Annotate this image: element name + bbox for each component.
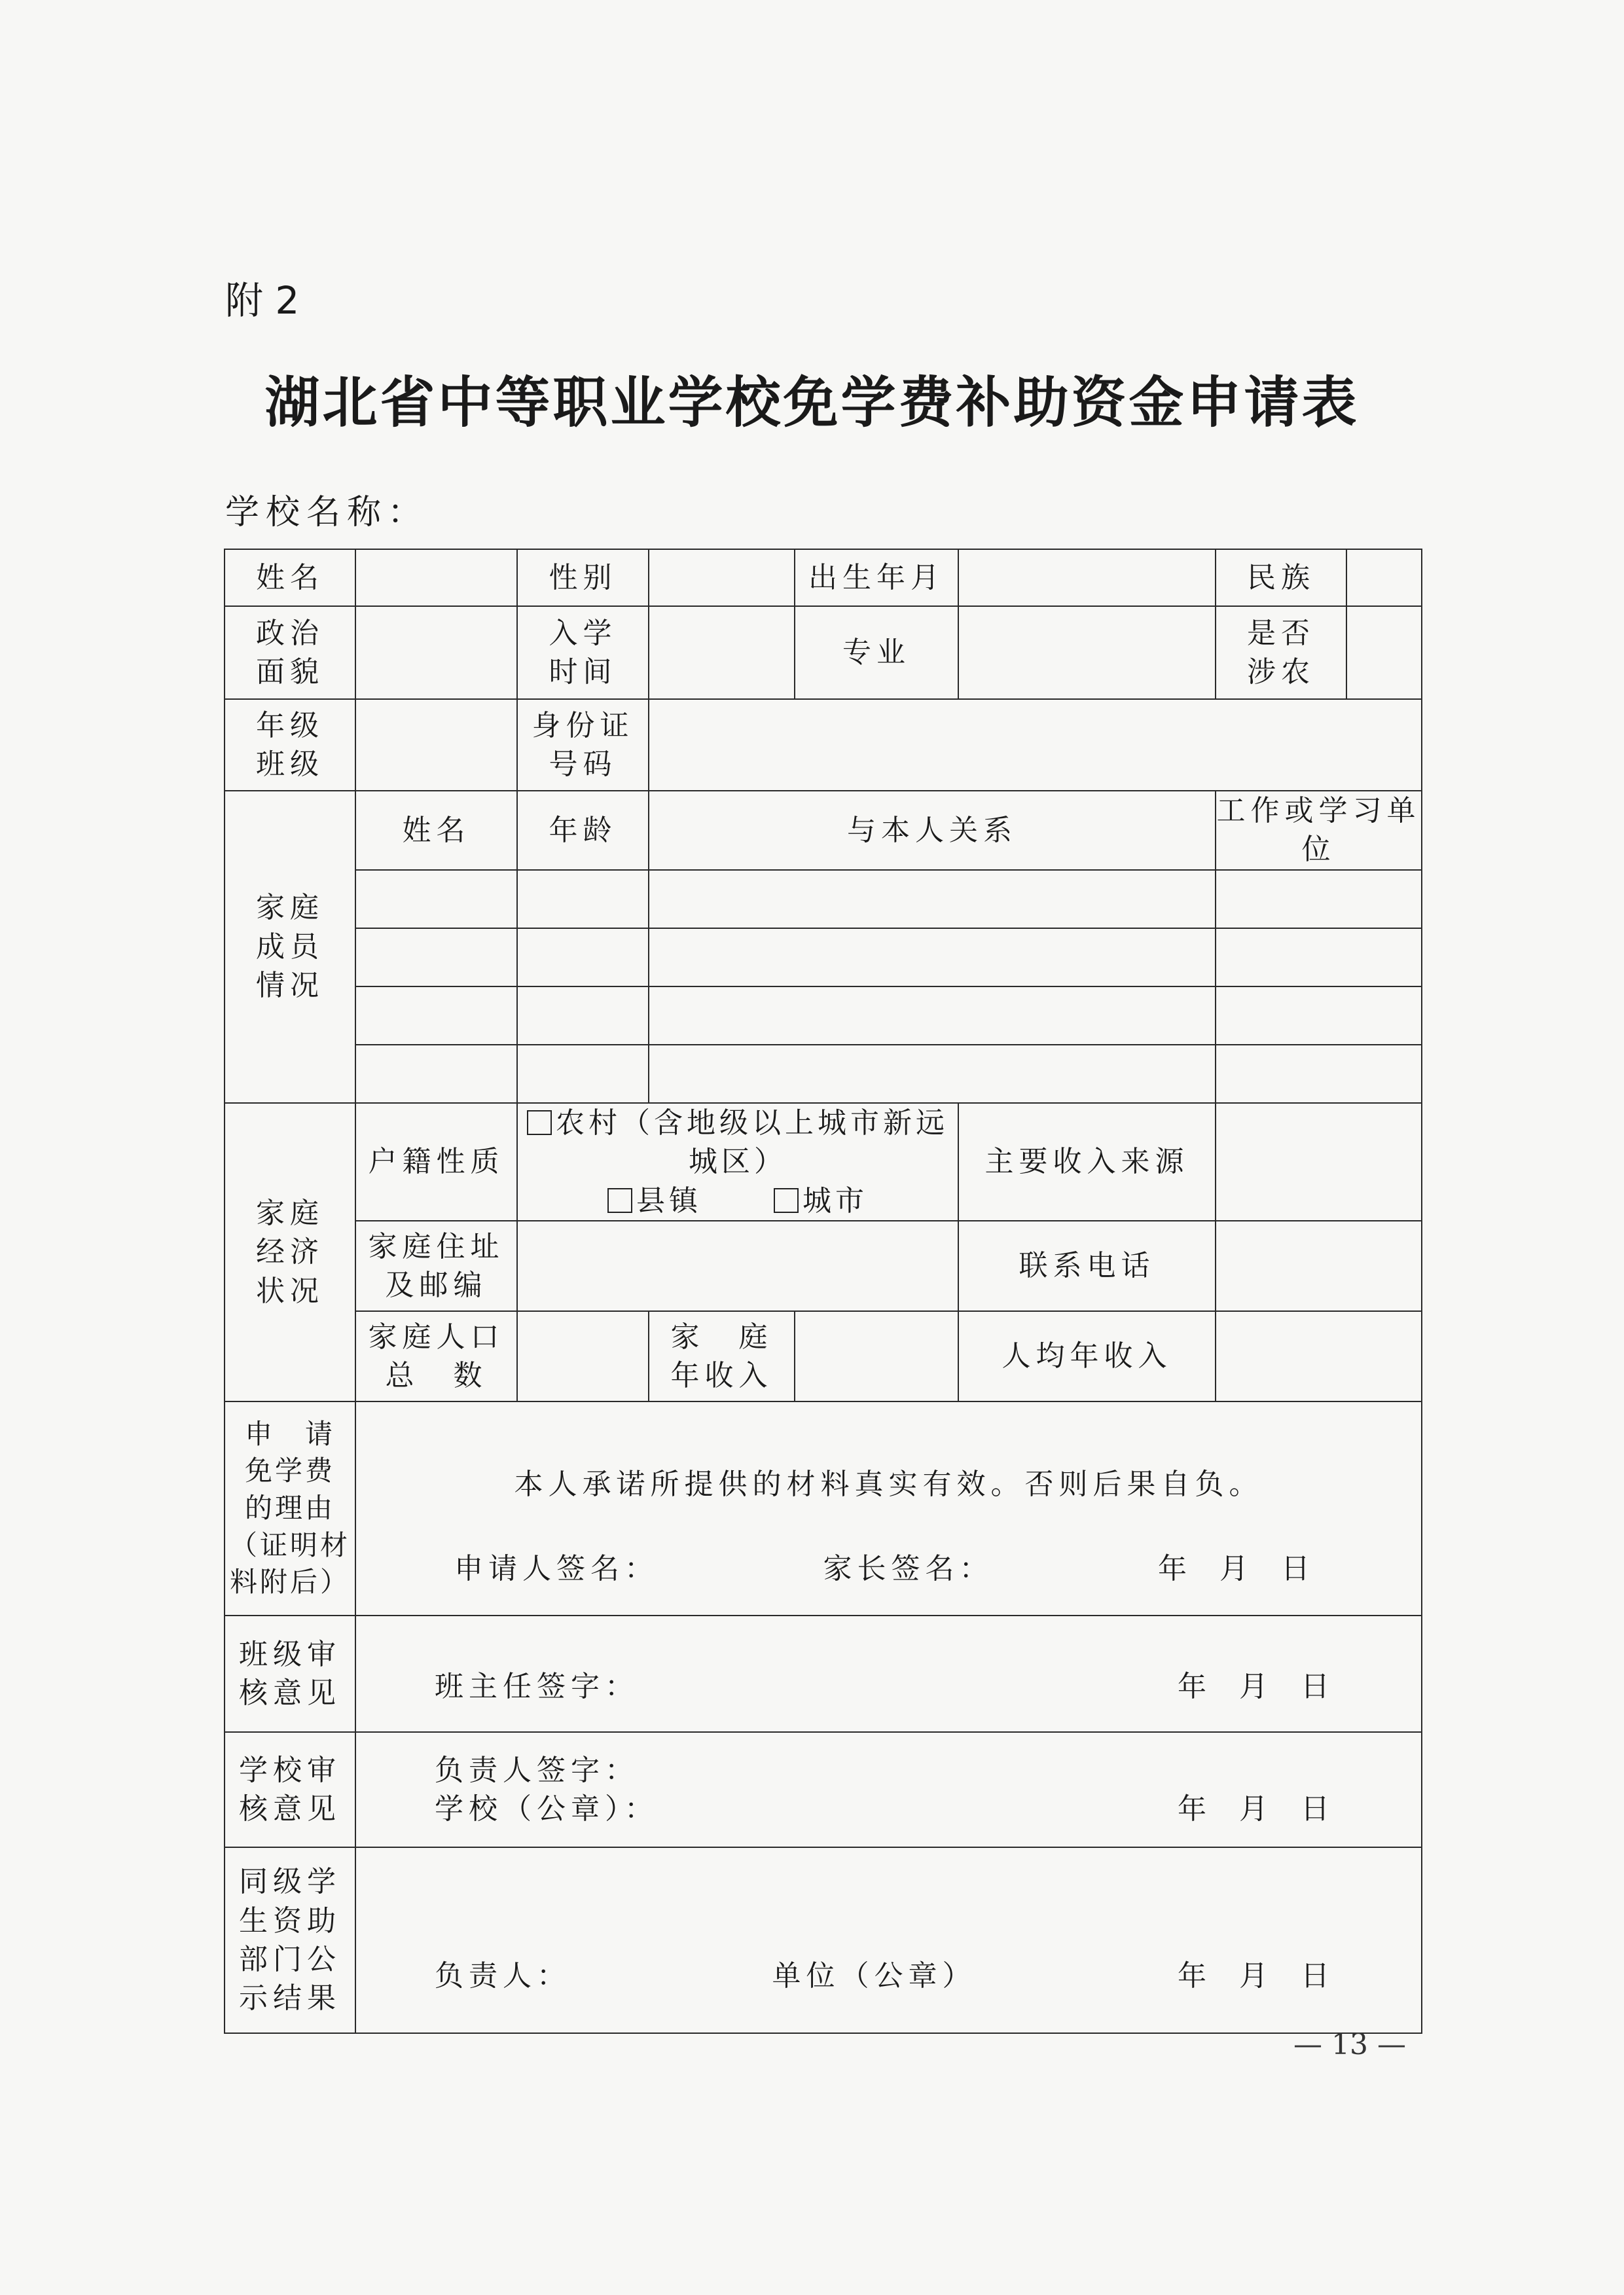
parent-sign-label: 家长签名： — [823, 1552, 994, 1586]
school-review-area[interactable] — [355, 1732, 1422, 1847]
enroll-label: 入学 时间 — [517, 606, 649, 699]
school-date: 年月日 — [1178, 1792, 1362, 1826]
applicant-sign-label: 申请人签名： — [454, 1552, 659, 1586]
family-cell[interactable] — [517, 870, 649, 928]
city-checkbox[interactable] — [774, 1188, 799, 1213]
county-option: 县镇 — [636, 1184, 702, 1218]
family-cell[interactable] — [649, 1045, 1216, 1103]
income-source-input[interactable] — [1216, 1103, 1422, 1221]
family-header-name: 姓名 — [355, 791, 517, 870]
rural-option: 农村（含地级以上城市新远城区） — [556, 1106, 948, 1179]
application-form — [224, 549, 1422, 2034]
population-label: 家庭人口 总 数 — [355, 1311, 517, 1401]
politics-input[interactable] — [355, 606, 517, 699]
family-header-age: 年龄 — [517, 791, 649, 870]
agri-input[interactable] — [1346, 606, 1422, 699]
family-cell[interactable] — [1216, 986, 1422, 1045]
family-cell[interactable] — [1216, 870, 1422, 928]
dept-label: 同级学 生资助 部门公 示结果 — [225, 1847, 355, 2033]
city-option: 城市 — [803, 1184, 868, 1218]
family-cell[interactable] — [649, 928, 1216, 986]
population-input[interactable] — [517, 1311, 649, 1401]
class-date: 年月日 — [1178, 1670, 1362, 1704]
family-cell[interactable] — [517, 928, 649, 986]
family-cell[interactable] — [1216, 1045, 1422, 1103]
family-header-relation: 与本人关系 — [649, 791, 1216, 870]
ethnicity-label: 民族 — [1216, 549, 1346, 606]
major-label: 专业 — [795, 606, 958, 699]
family-cell[interactable] — [355, 928, 517, 986]
birth-label: 出生年月 — [795, 549, 958, 606]
family-cell[interactable] — [649, 870, 1216, 928]
grade-label: 年级 班级 — [225, 699, 355, 791]
gender-input[interactable] — [649, 549, 795, 606]
per-capita-input[interactable] — [1216, 1311, 1422, 1401]
hukou-options — [517, 1103, 958, 1221]
grade-input[interactable] — [355, 699, 517, 791]
birth-input[interactable] — [958, 549, 1216, 606]
family-label: 家庭 成员 情况 — [225, 791, 355, 1103]
enroll-input[interactable] — [649, 606, 795, 699]
family-header-work: 工作或学习单位 — [1216, 791, 1422, 870]
hukou-label: 户籍性质 — [355, 1103, 517, 1221]
family-cell[interactable] — [1216, 928, 1422, 986]
major-input[interactable] — [958, 606, 1216, 699]
address-label: 家庭住址 及邮编 — [355, 1221, 517, 1311]
promise-text: 本人承诺所提供的材料真实有效。否则后果自负。 — [514, 1467, 1263, 1501]
dept-person-label: 负责人： — [435, 1959, 571, 1993]
address-input[interactable] — [517, 1221, 958, 1311]
school-review-label: 学校审 核意见 — [225, 1732, 355, 1847]
annual-income-label: 家 庭 年收入 — [649, 1311, 795, 1401]
family-cell[interactable] — [649, 986, 1216, 1045]
id-input[interactable] — [649, 699, 1422, 791]
per-capita-label: 人均年收入 — [958, 1311, 1216, 1401]
school-name-label: 学校名称： — [225, 493, 429, 532]
income-source-label: 主要收入来源 — [958, 1103, 1216, 1221]
class-review-area[interactable] — [355, 1616, 1422, 1732]
page-number: — 13 — — [1293, 2028, 1406, 2061]
family-cell[interactable] — [355, 986, 517, 1045]
phone-input[interactable] — [1216, 1221, 1422, 1311]
economy-label: 家庭 经济 状况 — [225, 1103, 355, 1401]
family-cell[interactable] — [517, 986, 649, 1045]
dept-area[interactable] — [355, 1847, 1422, 2033]
attachment-label: 附 2 — [225, 278, 300, 323]
class-review-label: 班级审 核意见 — [225, 1616, 355, 1732]
class-sign-label: 班主任签字： — [435, 1670, 639, 1704]
dept-unit-label: 单位（公章） — [772, 1959, 977, 1993]
reason-area[interactable] — [355, 1401, 1422, 1616]
family-cell[interactable] — [517, 1045, 649, 1103]
dept-date: 年月日 — [1178, 1959, 1362, 1993]
ethnicity-input[interactable] — [1346, 549, 1422, 606]
gender-label: 性别 — [517, 549, 649, 606]
annual-income-input[interactable] — [795, 1311, 958, 1401]
county-checkbox[interactable] — [607, 1188, 632, 1213]
agri-label: 是否 涉农 — [1216, 606, 1346, 699]
phone-label: 联系电话 — [958, 1221, 1216, 1311]
family-cell[interactable] — [355, 870, 517, 928]
id-label: 身份证 号码 — [517, 699, 649, 791]
reason-label: 申 请 免学费 的理由 （证明材 料附后） — [225, 1401, 355, 1616]
politics-label: 政治 面貌 — [225, 606, 355, 699]
rural-checkbox[interactable] — [527, 1110, 552, 1135]
name-label: 姓名 — [225, 549, 355, 606]
name-input[interactable] — [355, 549, 517, 606]
form-title: 湖北省中等职业学校免学费补助资金申请表 — [264, 370, 1360, 435]
family-cell[interactable] — [355, 1045, 517, 1103]
school-sign1-label: 负责人签字： — [435, 1753, 639, 1787]
reason-date: 年月日 — [1158, 1552, 1343, 1586]
school-sign2-label: 学校（公章）： — [435, 1792, 659, 1826]
